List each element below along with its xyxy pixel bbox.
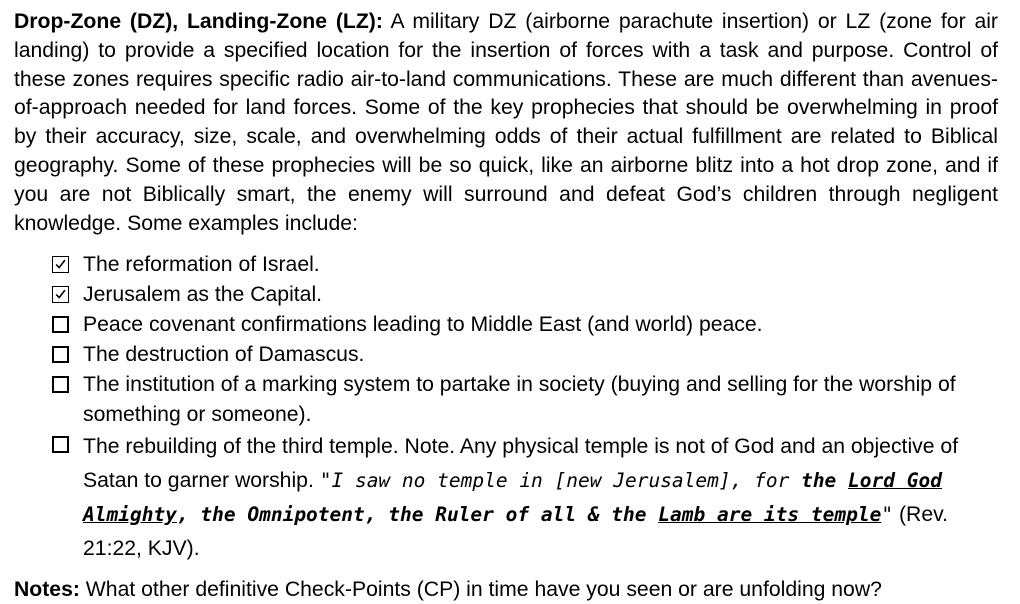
- notes-label: Notes:: [14, 578, 80, 602]
- quote-the: the: [801, 469, 849, 493]
- checklist-item: [14, 280, 998, 310]
- checklist-item-text: The rebuilding of the third temple. Note. Any physical temple is not of God and an objective of Satan to garner worship.: [83, 435, 959, 493]
- quote-mid: , the Omnipotent, the Ruler of all & the: [176, 503, 659, 527]
- checklist-item-text: The institution of a marking system to partake in society (buying and selling for the worship of something or someone).: [83, 373, 956, 427]
- checklist-item-temple: [14, 430, 998, 566]
- checklist-item: [14, 250, 998, 280]
- empty-box-icon: [52, 316, 69, 333]
- quote-open: "I saw no temple in [new Jerusalem], for: [319, 469, 802, 493]
- empty-box-icon: [52, 376, 69, 393]
- checklist-item-text: The destruction of Damascus.: [83, 343, 365, 367]
- term-heading: Drop-Zone (DZ), Landing-Zone (LZ):: [14, 10, 383, 33]
- notes-question: What other definitive Check-Points (CP) in time have you seen or are unfolding now?: [79, 578, 882, 602]
- empty-box-icon: [52, 346, 69, 363]
- notes-line: [14, 576, 998, 604]
- checked-box-icon: [52, 286, 69, 303]
- checklist: [14, 250, 998, 566]
- intro-paragraph: [14, 8, 998, 238]
- intro-body: A military DZ (airborne parachute insertion) or LZ (zone for air landing) to provide a specified location for the insertion of forces with a task and purpose. Control of these zones requires specific radio air-to-land communications. These are much different than avenues-of-approach needed for land forces. Some of the key prophecies that should be overwhelming in proof by their accuracy, size, scale, and overwhelming odds of their actual fulfillment are related to Biblical geography. Some of these prophecies will be so quick, like an airborne blitz into a hot drop zone, and if you are not Biblically smart, the enemy will surround and defeat God’s children through negligent knowledge. Some examples include:: [14, 10, 998, 235]
- quote-lamb: Lamb are its temple: [658, 503, 882, 527]
- checklist-item-text: The reformation of Israel.: [83, 253, 320, 277]
- document-page: [14, 8, 998, 604]
- checklist-item: [14, 370, 998, 430]
- checked-box-icon: [52, 256, 69, 273]
- checklist-item: [14, 310, 998, 340]
- quote-close: ": [881, 503, 894, 527]
- checklist-item-text: Peace covenant confirmations leading to Middle East (and world) peace.: [83, 313, 763, 337]
- checklist-item: [14, 340, 998, 370]
- citation: (Rev. 21:22, KJV).: [83, 503, 949, 561]
- checklist-item-text: Jerusalem as the Capital.: [83, 283, 323, 307]
- empty-box-icon: [52, 436, 69, 453]
- quote-lord-god: Lord God Almighty: [83, 469, 942, 527]
